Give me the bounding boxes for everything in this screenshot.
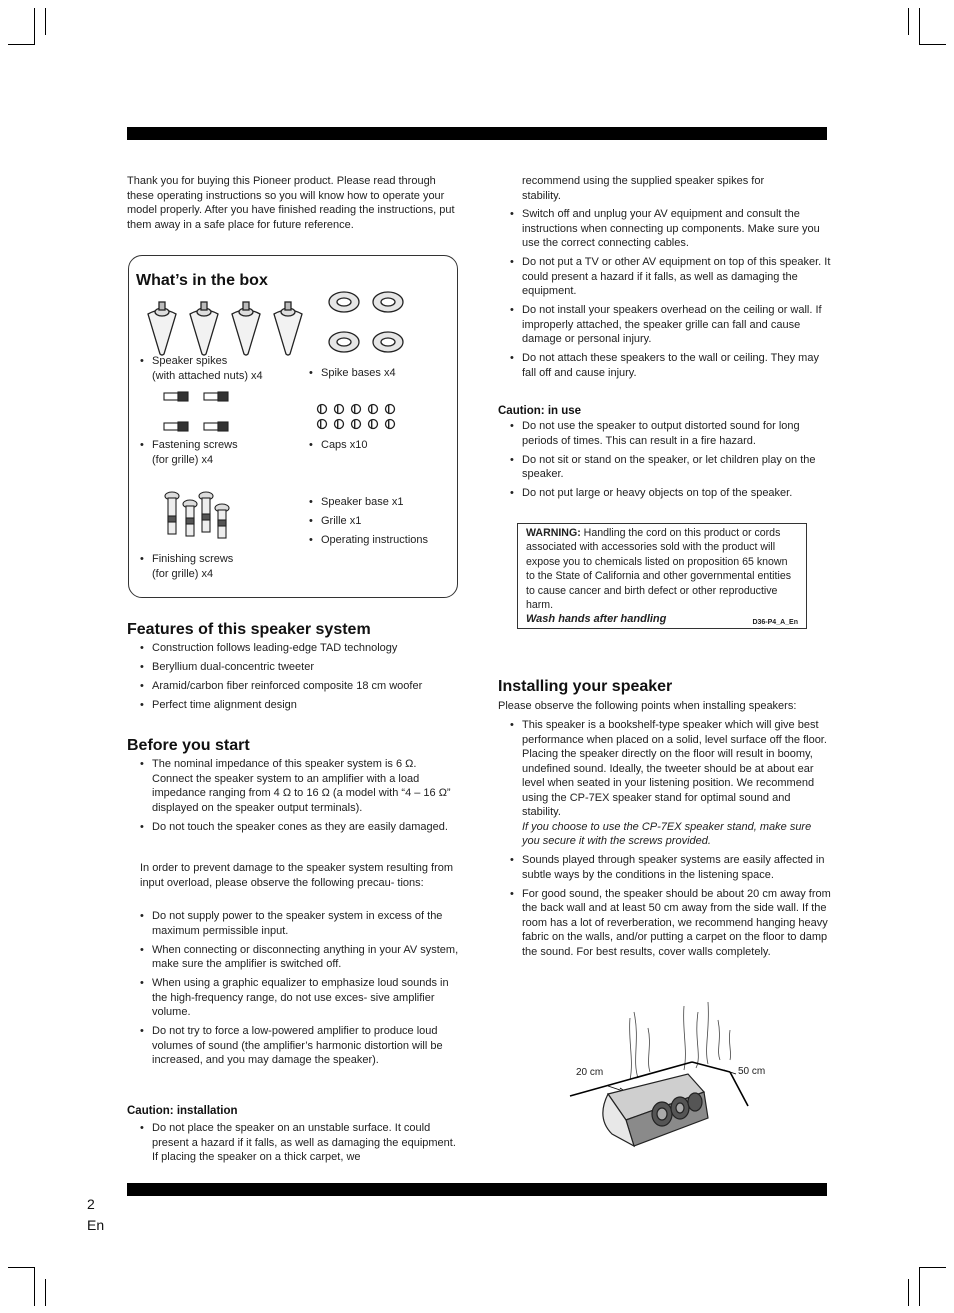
speaker-spikes-illustration (140, 300, 310, 358)
feature-item: • Construction follows leading-edge TAD technology (127, 641, 467, 656)
caution-use-item: • Do not sit or stand on the speaker, or let children play on the speaker. (497, 453, 831, 482)
crop-mark (919, 8, 920, 44)
footer-bar (127, 1183, 827, 1196)
crop-mark (34, 1267, 35, 1306)
precaution-item: • Do not try to force a low-powered amplifier to produce loud volumes of sound (the amplifier’s harmonic distortion will be increased, and you may damage the speaker). (127, 1024, 459, 1068)
right-distance-label: 50 cm (738, 1066, 766, 1077)
feature-item: • Perfect time alignment design (127, 698, 467, 713)
caution-item: • Switch off and unplug your AV equipment and consult the instructions when connecting up components. Make sure you use the correct connecting cables. (497, 207, 831, 251)
installation-cautions-list (497, 207, 831, 385)
precaution-item: • When connecting or disconnecting anything in your AV system, make sure the amplifier is switched off. (127, 943, 459, 972)
continuation-text: recommend using the supplied speaker spikes for stability. (522, 175, 765, 202)
crop-mark (45, 1279, 46, 1306)
warning-text (526, 526, 794, 612)
finishing-screws-illustration (162, 490, 237, 540)
before-title: Before you start (127, 737, 250, 754)
caution-use-list (497, 419, 831, 505)
crop-mark (8, 44, 35, 45)
warning-body: Handling the cord on this product or cords associated with accessories sold with the product will expose you to chemicals listed on proposition 65 known to the State of California and other governmental entities to cause cancer and birth defect or other reproductive harm. (526, 527, 792, 612)
crop-mark (8, 1267, 35, 1268)
fastening-item (127, 438, 297, 472)
finishing-item (127, 552, 297, 586)
precaution-item: • When using a graphic equalizer to emphasize loud sounds in the high-frequency range, do not use exces- sive amplifier volume. (127, 976, 459, 1020)
installing-item-1: This speaker is a bookshelf-type speaker which will give best performance when placed on a solid, level surface off the floor. Placing the speaker directly on the floor will result in boomy, undefined sound. Ideally, the tweeter should be at about ear level when seated in your listening position. We recommend using the CP-7EX speaker stand for optimal sound and stability. (522, 719, 827, 818)
caution-item: • Do not put a TV or other AV equipment on top of this speaker. It could present a hazard if it falls, as well as damaging the equipment. (497, 255, 831, 299)
instructions-label: • Operating instructions (296, 533, 451, 548)
warning-code: D36-P4_A_En (752, 619, 798, 626)
installing-item-2: • Sounds played through speaker systems are easily affected in subtle ways by the conditions in the listening space. (497, 853, 831, 882)
finishing-label-2: (for grille) x4 (152, 567, 214, 580)
before-item: • The nominal impedance of this speaker system is 6 Ω. Connect the speaker system to an amplifier with a load impedance ranging from 4 Ω to 16 Ω (a model with “4 – 16 Ω” displayed on the speaker output terminals). (127, 757, 459, 815)
crop-mark (919, 44, 946, 45)
spike-bases-label: • Spike bases x4 (296, 366, 446, 381)
crop-mark (908, 1279, 909, 1306)
installing-list (497, 718, 831, 964)
left-distance-label: 20 cm (576, 1067, 604, 1078)
warning-label: WARNING: (526, 527, 581, 539)
caps-illustration (315, 403, 405, 431)
feature-item: • Aramid/carbon fiber reinforced composite 18 cm woofer (127, 679, 467, 694)
speaker-base-label: • Speaker base x1 (296, 495, 451, 510)
fastening-screws-illustration (162, 390, 237, 434)
caution-use-title: Caution: in use (498, 405, 582, 417)
crop-mark (45, 8, 46, 35)
caution-item: • Do not attach these speakers to the wall or ceiling. They may fall off and cause injury. (497, 351, 831, 380)
finishing-label-1: Finishing screws (152, 553, 234, 565)
header-bar (127, 127, 827, 140)
precaution-item: • Do not supply power to the speaker system in excess of the maximum permissible input. (127, 909, 459, 938)
installing-item-3: • For good sound, the speaker should be about 20 cm away from the back wall and at least 50 cm away from the side wall. If the room has a lot of reverberation, we recommend hanging heavy fabric on the walls, and/or putting a carpet on the floor to damp the sound. For best results, cover walls completely. (497, 887, 831, 960)
page-number: 2 (87, 1196, 95, 1212)
caution-installation-title: Caution: installation (127, 1105, 238, 1117)
feature-item: • Beryllium dual-concentric tweeter (127, 660, 467, 675)
installing-item-1-note: If you choose to use the CP-7EX speaker stand, make sure you secure it with the screws provided. (522, 820, 812, 847)
precautions-list (127, 909, 459, 1072)
intro-paragraph: Thank you for buying this Pioneer product. Please read through these operating instructions so you will know how to operate your model properly. After you have finished reading the instructions, put them away in a safe place for future reference. (127, 175, 455, 231)
fastening-label-1: Fastening screws (152, 439, 238, 451)
crop-mark (919, 1267, 946, 1268)
caution-use-item: • Do not put large or heavy objects on top of the speaker. (497, 486, 831, 501)
spikes-item (127, 354, 307, 388)
spikes-label-1: Speaker spikes (152, 355, 228, 367)
overload-paragraph: In order to prevent damage to the speaker system resulting from input overload, please observe the following precau- tions: (140, 862, 454, 889)
warning-box (517, 523, 807, 629)
crop-mark (919, 1267, 920, 1306)
fastening-label-2: (for grille) x4 (152, 453, 214, 466)
installing-intro: Please observe the following points when installing speakers: (498, 700, 797, 712)
spikes-label-2: (with attached nuts) x4 (152, 369, 263, 382)
features-title: Features of this speaker system (127, 621, 371, 638)
box-extras-list (296, 495, 451, 552)
installing-title: Installing your speaker (498, 678, 673, 695)
before-item: • Do not touch the speaker cones as they are easily damaged. (127, 820, 459, 835)
box-title: What’s in the box (136, 272, 268, 289)
caution-installation-item: • Do not place the speaker on an unstable surface. It could present a hazard if it falls, as well as damaging the equipment. If placing the speaker on a thick carpet, we (127, 1121, 461, 1165)
caution-item: • Do not install your speakers overhead on the ceiling or wall. If improperly attached, the speaker grille can fall and cause damage or personal injury. (497, 303, 831, 347)
spike-bases-item (296, 366, 446, 385)
caps-label: • Caps x10 (296, 438, 446, 453)
caps-item (296, 438, 446, 457)
installing-item (497, 718, 831, 849)
caution-installation-list (127, 1121, 461, 1169)
warning-footnote: Wash hands after handling (526, 613, 667, 625)
grille-label: • Grille x1 (296, 514, 451, 529)
caution-use-item: • Do not use the speaker to output distorted sound for long periods of times. This can result in a fire hazard. (497, 419, 831, 448)
before-list (127, 757, 459, 839)
crop-mark (34, 8, 35, 44)
crop-mark (908, 8, 909, 35)
spike-bases-illustration (328, 290, 408, 358)
page-language: En (87, 1217, 105, 1233)
spike-icon (148, 302, 176, 355)
features-list (127, 641, 467, 717)
